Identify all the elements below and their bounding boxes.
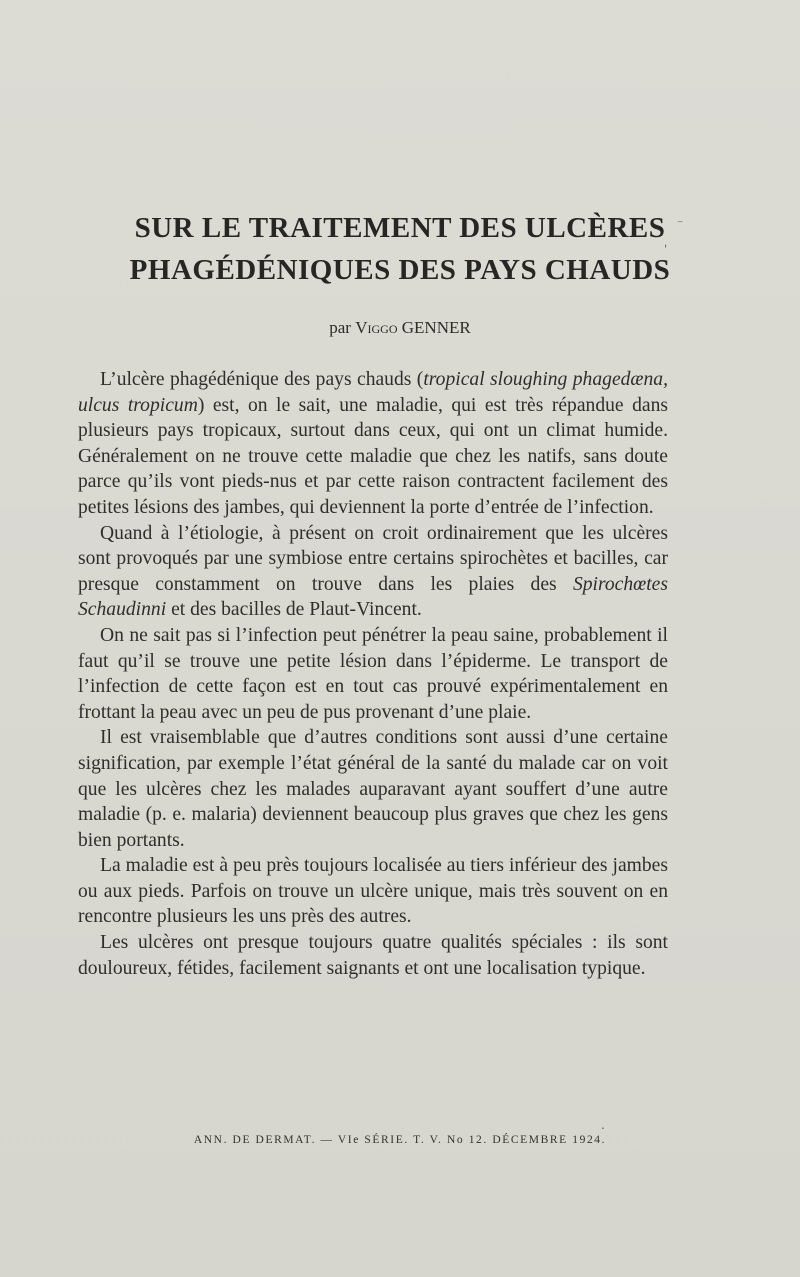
paragraph	[78, 521, 668, 623]
paragraph	[78, 930, 668, 981]
paragraph-text: La maladie est à peu près toujours localisée au tiers inférieur des jambes ou aux pieds. Parfois on trouve un ulcère unique, mais très souvent on en rencontre plusieurs les uns près des autres.	[78, 855, 668, 928]
author-prefix: par	[329, 318, 351, 337]
paragraph-text: Quand à l’étiologie, à présent on croit ordinairement que les ulcères sont provoqués par une symbiose entre certains spirochètes et bacilles, car presque constamment on trouve dans les plaies des	[78, 522, 668, 595]
article-title-line-1: SUR LE TRAITEMENT DES ULCÈRES	[134, 212, 666, 244]
italic-text: tropical sloughing phagedæna, ulcus tropicum	[78, 369, 668, 416]
paragraph	[78, 853, 668, 930]
paragraph	[78, 623, 668, 725]
author-first-name: Viggo	[355, 318, 398, 337]
paragraph	[78, 725, 668, 853]
scan-speck: .	[601, 1118, 605, 1132]
paragraph-text: et des bacilles de Plaut-Vincent.	[166, 599, 422, 621]
paragraph-text: Les ulcères ont presque toujours quatre qualités spéciales : ils sont douloureux, fétides, facilement saignants et ont une localisation typique.	[78, 932, 668, 979]
author-line	[0, 318, 800, 338]
article-body	[78, 367, 668, 981]
paragraph	[78, 367, 668, 521]
paragraph-text: On ne sait pas si l’infection peut pénétrer la peau saine, probablement il faut qu’il se trouve une petite lésion dans l’épiderme. Le transport de l’infection de cette façon est en tout cas prouvé expérimentalement en frottant la peau avec un peu de pus provenant d’une plaie.	[78, 624, 668, 723]
scan-speck: ⁻	[677, 217, 684, 231]
journal-footer: ANN. DE DERMAT. — VIe SÉRIE. T. V. No 12. DÉCEMBRE 1924.	[193, 1134, 607, 1146]
article-title-line-2: PHAGÉDÉNIQUES DES PAYS CHAUDS	[129, 254, 671, 286]
scan-speck: ˈ	[664, 243, 668, 257]
paragraph-text: Il est vraisemblable que d’autres conditions sont aussi d’une certaine signification, par exemple l’état général de la santé du malade car on voit que les ulcères chez les malades auparavant ayant souffert d’une autre maladie (p. e. malaria) deviennent beaucoup plus graves que chez les gens bien portants.	[78, 727, 668, 851]
author-last-name: GENNER	[401, 318, 471, 337]
paragraph-text: L’ulcère phagédénique des pays chauds (	[100, 369, 424, 390]
paragraph-text: ) est, on le sait, une maladie, qui est très répandue dans plusieurs pays tropicaux, surtout dans ceux, qui ont un climat humide. Généralement on ne trouve cette maladie que chez les natifs, sans doute parce qu’ils vont pieds-nus et par cette raison contractent facilement des petites lésions des jambes, qui deviennent la porte d’entrée de l’infection.	[78, 394, 669, 518]
italic-text: Spirochœtes Schaudinni	[78, 573, 668, 621]
